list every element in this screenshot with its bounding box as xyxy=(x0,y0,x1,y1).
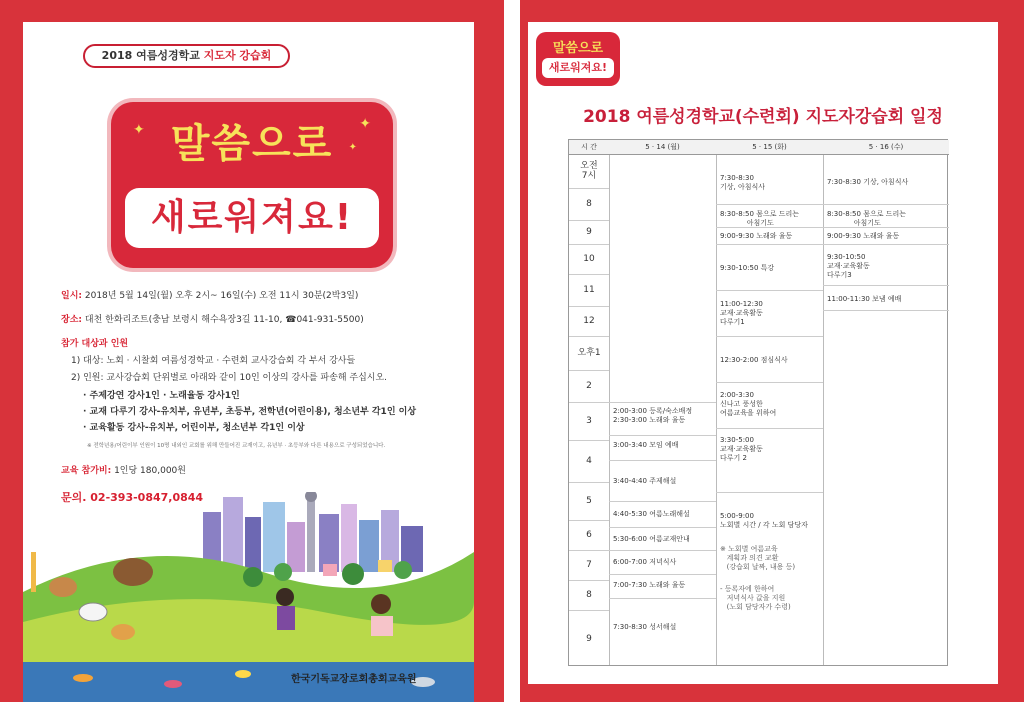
contact-label: 문의. xyxy=(61,491,87,504)
bullet-2: · 교재 다루기 강사-유치부, 유년부, 초등부, 전학년(어린이용), 청소년부 각1인 이상 xyxy=(83,407,417,417)
mon-cell: 2:00-3:00 등록/숙소배정 2:30-3:00 노래와 율동 xyxy=(613,407,693,424)
cell-divider xyxy=(823,244,949,245)
target-item-2: 2) 인원: 교사강습회 단위별로 아래와 같이 10인 이상의 강사를 파송해 주십시오. xyxy=(71,373,388,383)
organization-name: 한국기독교장로회총회교육원 xyxy=(291,674,417,685)
cell-divider xyxy=(716,428,823,429)
time-divider xyxy=(569,336,609,337)
cell-divider xyxy=(609,460,716,461)
schedule-page xyxy=(528,22,998,684)
time-divider xyxy=(569,440,609,441)
place-text: 대천 한화리조트(충남 보령시 해수욕장3길 11-10, ☎041-931-5500) xyxy=(84,315,364,325)
tue-cell: 7:30-8:30 기상, 아침식사 xyxy=(720,174,766,191)
time-label: 3 xyxy=(586,416,592,426)
time-divider xyxy=(569,274,609,275)
fee-label: 교육 참가비: xyxy=(61,466,112,476)
tue-cell: 8:30-8:50 몸으로 드리는 아침기도 xyxy=(720,210,799,227)
time-divider xyxy=(569,220,609,221)
schedule-table xyxy=(568,139,948,666)
time-divider xyxy=(569,520,609,521)
column-divider xyxy=(823,140,824,665)
cell-divider xyxy=(716,290,823,291)
time-divider xyxy=(569,610,609,611)
badge-line2: 새로워져요! xyxy=(542,58,614,78)
mon-cell: 7:00-7:30 노래와 율동 xyxy=(613,581,686,589)
contact-text: 02-393-0847,0844 xyxy=(90,491,204,504)
bullet-1: · 주제강연 강사1인 · 노래율동 강사1인 xyxy=(83,391,240,401)
time-divider xyxy=(569,244,609,245)
header-tue: 5 · 15 (화) xyxy=(716,140,823,154)
wed-cell: 7:30-8:30 기상, 아침식사 xyxy=(827,178,909,186)
tue-note: ※ 노회별 여름교육 계획과 의견 교환 (강습회 날짜, 내용 등) xyxy=(720,545,796,571)
time-label: 오전 7시 xyxy=(580,161,598,181)
time-divider xyxy=(569,550,609,551)
sheep-icon xyxy=(79,603,107,621)
child-icon xyxy=(371,594,391,614)
mon-cell: 7:30-8:30 성서해설 xyxy=(613,623,677,631)
tue-cell: 5:00-9:00 노회별 시간 / 각 노회 담당자 xyxy=(720,512,808,529)
animal-icon xyxy=(49,577,77,597)
time-label: 10 xyxy=(583,254,595,264)
tue-cell: 11:00-12:30 교재·교육활동 다루기1 xyxy=(720,300,763,326)
wed-cell: 11:00-11:30 보냄 예배 xyxy=(827,295,902,303)
cell-divider xyxy=(716,227,823,228)
time-label: 오후1 xyxy=(577,348,601,358)
time-label: 7 xyxy=(586,560,592,570)
wed-cell: 9:30-10:50 교재·교육활동 다루기3 xyxy=(827,253,870,279)
badge-line1: 말씀으로 xyxy=(552,41,604,56)
sparkle-icon: ✦ xyxy=(133,122,145,138)
animal-icon xyxy=(111,624,135,640)
time-divider xyxy=(569,402,609,403)
cell-divider xyxy=(716,382,823,383)
cell-divider xyxy=(609,501,716,502)
schedule-title: 2018 여름성경학교(수련회) 지도자강습회 일정 xyxy=(583,107,943,127)
cell-divider xyxy=(823,227,949,228)
header-mon: 5 · 14 (월) xyxy=(609,140,716,154)
pill-red-text: 지도자 강습회 xyxy=(203,49,272,62)
fee-row xyxy=(61,463,186,476)
cell-divider xyxy=(716,204,823,205)
mon-cell: 3:40-4:40 주제해설 xyxy=(613,477,677,485)
header-time: 시 간 xyxy=(569,140,609,154)
time-label: 5 xyxy=(586,496,592,506)
title-badge xyxy=(536,32,620,86)
pill-text: 2018 여름성경학교 xyxy=(101,49,200,62)
tue-cell: 3:30-5:00 교재·교육활동 다루기 2 xyxy=(720,436,763,462)
bear-icon xyxy=(113,558,153,586)
tue-cell: 9:00-9:30 노래와 율동 xyxy=(720,232,793,240)
date-row xyxy=(61,288,358,301)
header-divider xyxy=(569,154,949,155)
time-divider xyxy=(569,188,609,189)
cell-divider xyxy=(716,244,823,245)
cell-divider xyxy=(823,310,949,311)
cell-divider xyxy=(609,527,716,528)
column-divider xyxy=(716,140,717,665)
time-label: 8 xyxy=(586,590,592,600)
date-text: 2018년 5월 14일(월) 오후 2시~ 16일(수) 오전 11시 30분(2박3일) xyxy=(84,291,359,301)
time-divider xyxy=(569,306,609,307)
mon-cell: 6:00-7:00 저녁식사 xyxy=(613,558,677,566)
tue-cell: 2:00-3:30 신나고 풍성한 여름교육을 위하여 xyxy=(720,391,777,417)
tue-cell: 12:30-2:00 점심식사 xyxy=(720,356,788,364)
cell-divider xyxy=(823,204,949,205)
date-label: 일시: xyxy=(61,291,82,301)
cell-divider xyxy=(609,402,716,403)
time-label: 4 xyxy=(586,456,592,466)
mon-cell: 4:40-5:30 여름노래해설 xyxy=(613,510,690,518)
header-wed: 5 · 16 (수) xyxy=(823,140,949,154)
mon-cell: 3:00-3:40 모임 예배 xyxy=(613,441,679,449)
child-icon xyxy=(276,588,294,606)
wed-cell: 9:00-9:30 노래와 율동 xyxy=(827,232,900,240)
poster xyxy=(23,22,474,702)
note: ※ 전학년용/어린이부 인원이 10명 내외인 교회를 위해 만들어진 교재이고, 유년부 · 초등부와 다른 내용으로 구성되었습니다. xyxy=(87,443,386,449)
time-label: 9 xyxy=(586,227,592,237)
giraffe-icon xyxy=(31,552,36,592)
time-label: 8 xyxy=(586,199,592,209)
hero-title-banner xyxy=(111,102,393,268)
cell-divider xyxy=(823,285,949,286)
target-heading: 참가 대상과 인원 xyxy=(61,339,129,349)
cell-divider xyxy=(716,492,823,493)
time-label: 6 xyxy=(586,530,592,540)
sparkle-icon: ✦ xyxy=(359,116,371,132)
mon-cell: 5:30-6:00 여름교재안내 xyxy=(613,535,690,543)
event-pill xyxy=(83,44,290,68)
cell-divider xyxy=(609,550,716,551)
right-page xyxy=(520,0,1024,702)
hero-line1: 말씀으로 xyxy=(170,121,334,167)
tue-cell: 9:30-10:50 특강 xyxy=(720,264,775,272)
time-label: 9 xyxy=(586,633,592,644)
place-label: 장소: xyxy=(61,315,82,325)
left-page xyxy=(0,0,504,702)
time-divider xyxy=(569,482,609,483)
time-label: 11 xyxy=(583,285,595,295)
cell-divider xyxy=(716,336,823,337)
target-item-1: 1) 대상: 노회 · 시찰회 여름성경학교 · 수련회 교사강습회 각 부서 강사들 xyxy=(71,356,356,366)
time-divider xyxy=(569,580,609,581)
fee-text: 1인당 180,000원 xyxy=(114,466,186,476)
sparkle-icon: ✦ xyxy=(348,142,357,153)
cell-divider xyxy=(609,598,716,599)
hero-line2: 새로워져요! xyxy=(125,188,379,248)
wed-cell: 8:30-8:50 몸으로 드리는 아침기도 xyxy=(827,210,906,227)
time-label: 2 xyxy=(586,381,592,391)
cell-divider xyxy=(609,435,716,436)
tue-note: - 등록자에 한하여 저녁식사 값을 지원 (노회 담당자가 수령) xyxy=(720,585,791,611)
time-label: 12 xyxy=(583,316,595,326)
place-row xyxy=(61,312,364,325)
bullet-3: · 교육활동 강사-유치부, 어린이부, 청소년부 각1인 이상 xyxy=(83,423,305,433)
time-divider xyxy=(569,370,609,371)
cell-divider xyxy=(609,574,716,575)
